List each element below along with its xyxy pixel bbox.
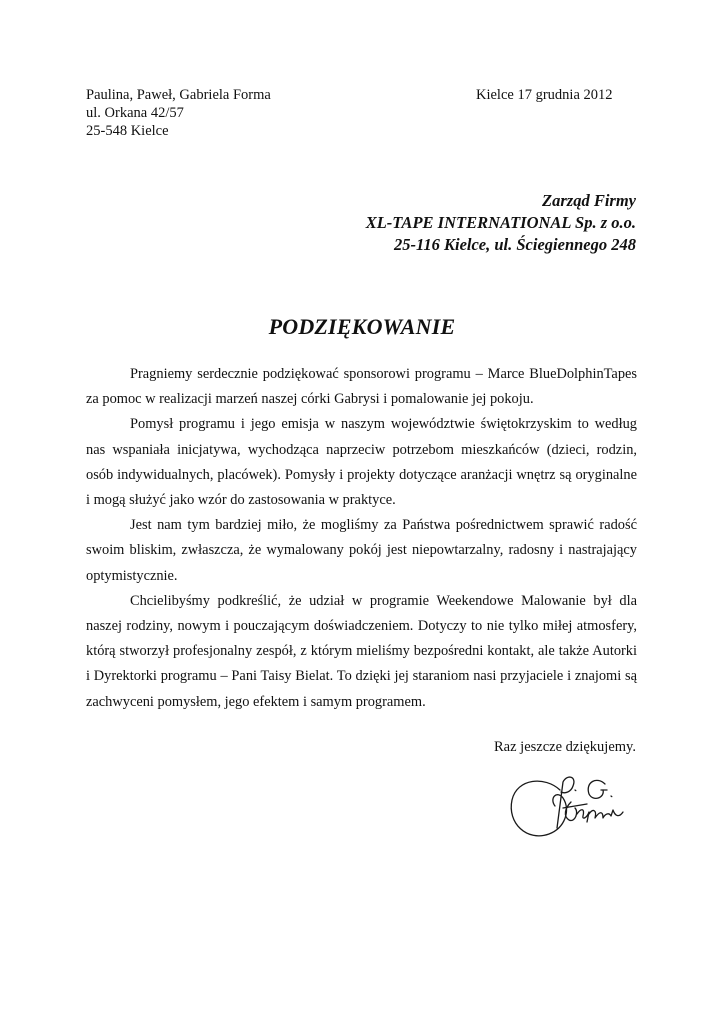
paragraph-2: Pomysł programu i jego emisja w naszym województwie świętokrzyskim to według nas wspaniała inicjatywa, wychodząca naprzeciw potrzebom mieszkańców (dzieci, rodzin, osób indywidualnych, placówek). Pomysły i projekty dotyczące aranżacji wnętrz są oryginalne i mogą służyć jako wzór do zastosowania w praktyce.: [86, 416, 637, 509]
sender-city: 25-548 Kielce: [86, 123, 169, 139]
recipient-board: Zarząd Firmy: [542, 191, 636, 210]
closing-line: Raz jeszcze dziękujemy.: [494, 739, 636, 755]
sender-street: ul. Orkana 42/57: [86, 105, 184, 121]
handwritten-signature: [505, 768, 635, 848]
sender-address: [86, 86, 271, 140]
signature-loop: [511, 781, 566, 836]
signature-dot-1: [575, 790, 576, 791]
signature-strokes: [511, 777, 623, 836]
paragraph-3: Jest nam tym bardziej miło, że mogliśmy za Państwa pośrednictwem sprawić radość swoim bliskim, zwłaszcza, że wymalowany pokój jest niepowtarzalny, radosny i nastrajający optymistycznie.: [86, 517, 637, 584]
paragraph-1: Pragniemy serdecznie podziękować sponsorowi programu – Marce BlueDolphinTapes za pomoc w realizacji marzeń naszej córki Gabrysi i pomalowanie jej pokoju.: [86, 366, 637, 408]
signature-dot-2: [611, 796, 612, 797]
letter-date: Kielce 17 grudnia 2012: [476, 87, 613, 103]
recipient-company: XL-TAPE INTERNATIONAL Sp. z o.o.: [365, 213, 636, 232]
letter-title: PODZIĘKOWANIE: [268, 314, 456, 339]
recipient-address: [366, 190, 636, 256]
sender-names: Paulina, Paweł, Gabriela Forma: [86, 87, 271, 103]
recipient-street: 25-116 Kielce, ul. Ściegiennego 248: [394, 235, 636, 254]
paragraph-4: Chcielibyśmy podkreślić, że udział w programie Weekendowe Malowanie był dla naszej rodziny, nowym i pouczającym doświadczeniem. Dotyczy to nie tylko miłej atmosfery, którą stworzył profesjonalny zespół, z którym mieliśmy bezpośredni kontakt, ale także Autorki i Dyrektorki programu – Pani Taisy Bielat. To dzięki jej staraniom nasi przyjaciele i znajomi są zachwyceni pomysłem, jego efektem i samym programem.: [86, 592, 637, 710]
letter-body: [86, 362, 637, 715]
signature-name-stroke: [565, 802, 623, 822]
